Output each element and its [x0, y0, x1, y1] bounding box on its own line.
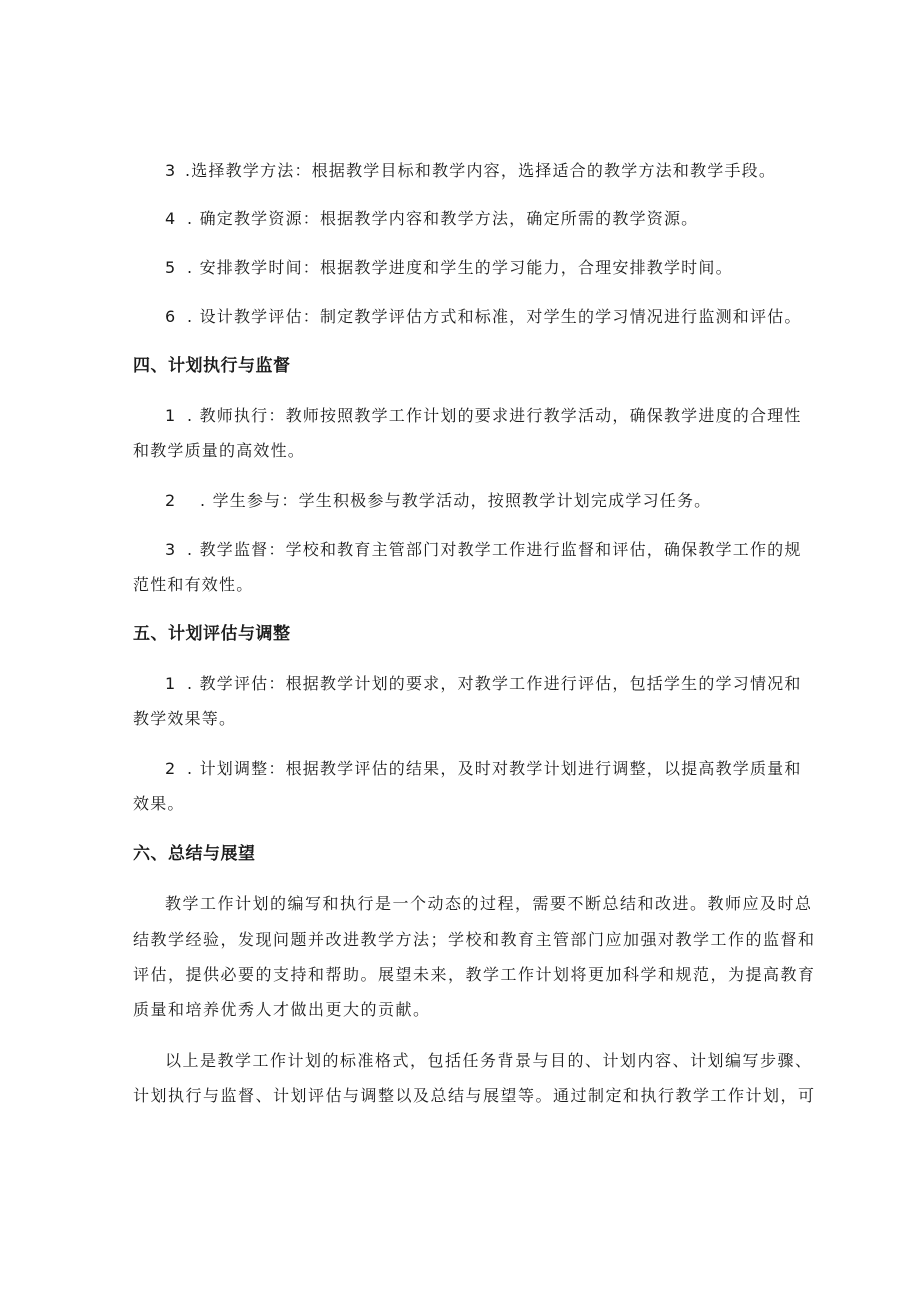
section-5-item-2-cont: 效果。	[133, 794, 185, 813]
summary-paragraph-line-4: 质量和培养优秀人才做出更大的贡献。	[133, 1000, 431, 1019]
summary-paragraph-line-1: 教学工作计划的编写和执行是一个动态的过程，需要不断总结和改进。教师应及时总	[165, 894, 813, 913]
section-4-item-1: 1 . 教师执行：教师按照教学工作计划的要求进行教学活动，确保教学进度的合理性	[165, 406, 802, 425]
section-5-item-1-cont: 教学效果等。	[133, 709, 237, 728]
section-4-heading: 四、计划执行与监督	[133, 356, 291, 376]
section-4-item-1-cont: 和教学质量的高效性。	[133, 441, 306, 460]
summary-paragraph-line-3: 评估，提供必要的支持和帮助。展望未来，教学工作计划将更加科学和规范，为提高教育	[133, 965, 816, 984]
section-5-item-2: 2 . 计划调整：根据教学评估的结果，及时对教学计划进行调整，以提高教学质量和	[165, 759, 802, 778]
step-4: 4 . 确定教学资源：根据教学内容和教学方法，确定所需的教学资源。	[165, 209, 699, 228]
summary-paragraph-line-2: 结教学经验，发现问题并改进教学方法；学校和教育主管部门应加强对教学工作的监督和	[133, 930, 816, 949]
section-4-item-3-cont: 范性和有效性。	[133, 575, 254, 594]
closing-paragraph-line-1: 以上是教学工作计划的标准格式，包括任务背景与目的、计划内容、计划编写步骤、	[165, 1051, 813, 1070]
closing-paragraph-line-2: 计划执行与监督、计划评估与调整以及总结与展望等。通过制定和执行教学工作计划，可	[133, 1086, 816, 1105]
section-5-heading: 五、计划评估与调整	[133, 624, 291, 644]
section-4-item-2: 2 . 学生参与：学生积极参与教学活动，按照教学计划完成学习任务。	[165, 491, 712, 510]
step-6: 6 . 设计教学评估：制定教学评估方式和标准，对学生的学习情况进行监测和评估。	[165, 307, 802, 326]
section-6-heading: 六、总结与展望	[133, 844, 256, 864]
step-5: 5 . 安排教学时间：根据教学进度和学生的学习能力，合理安排教学时间。	[165, 258, 733, 277]
section-5-item-1: 1 . 教学评估：根据教学计划的要求，对教学工作进行评估，包括学生的学习情况和	[165, 674, 802, 693]
step-3: 3 .选择教学方法：根据教学目标和教学内容，选择适合的教学方法和教学手段。	[165, 161, 777, 180]
section-4-item-3: 3 . 教学监督：学校和教育主管部门对教学工作进行监督和评估，确保教学工作的规	[165, 540, 802, 559]
